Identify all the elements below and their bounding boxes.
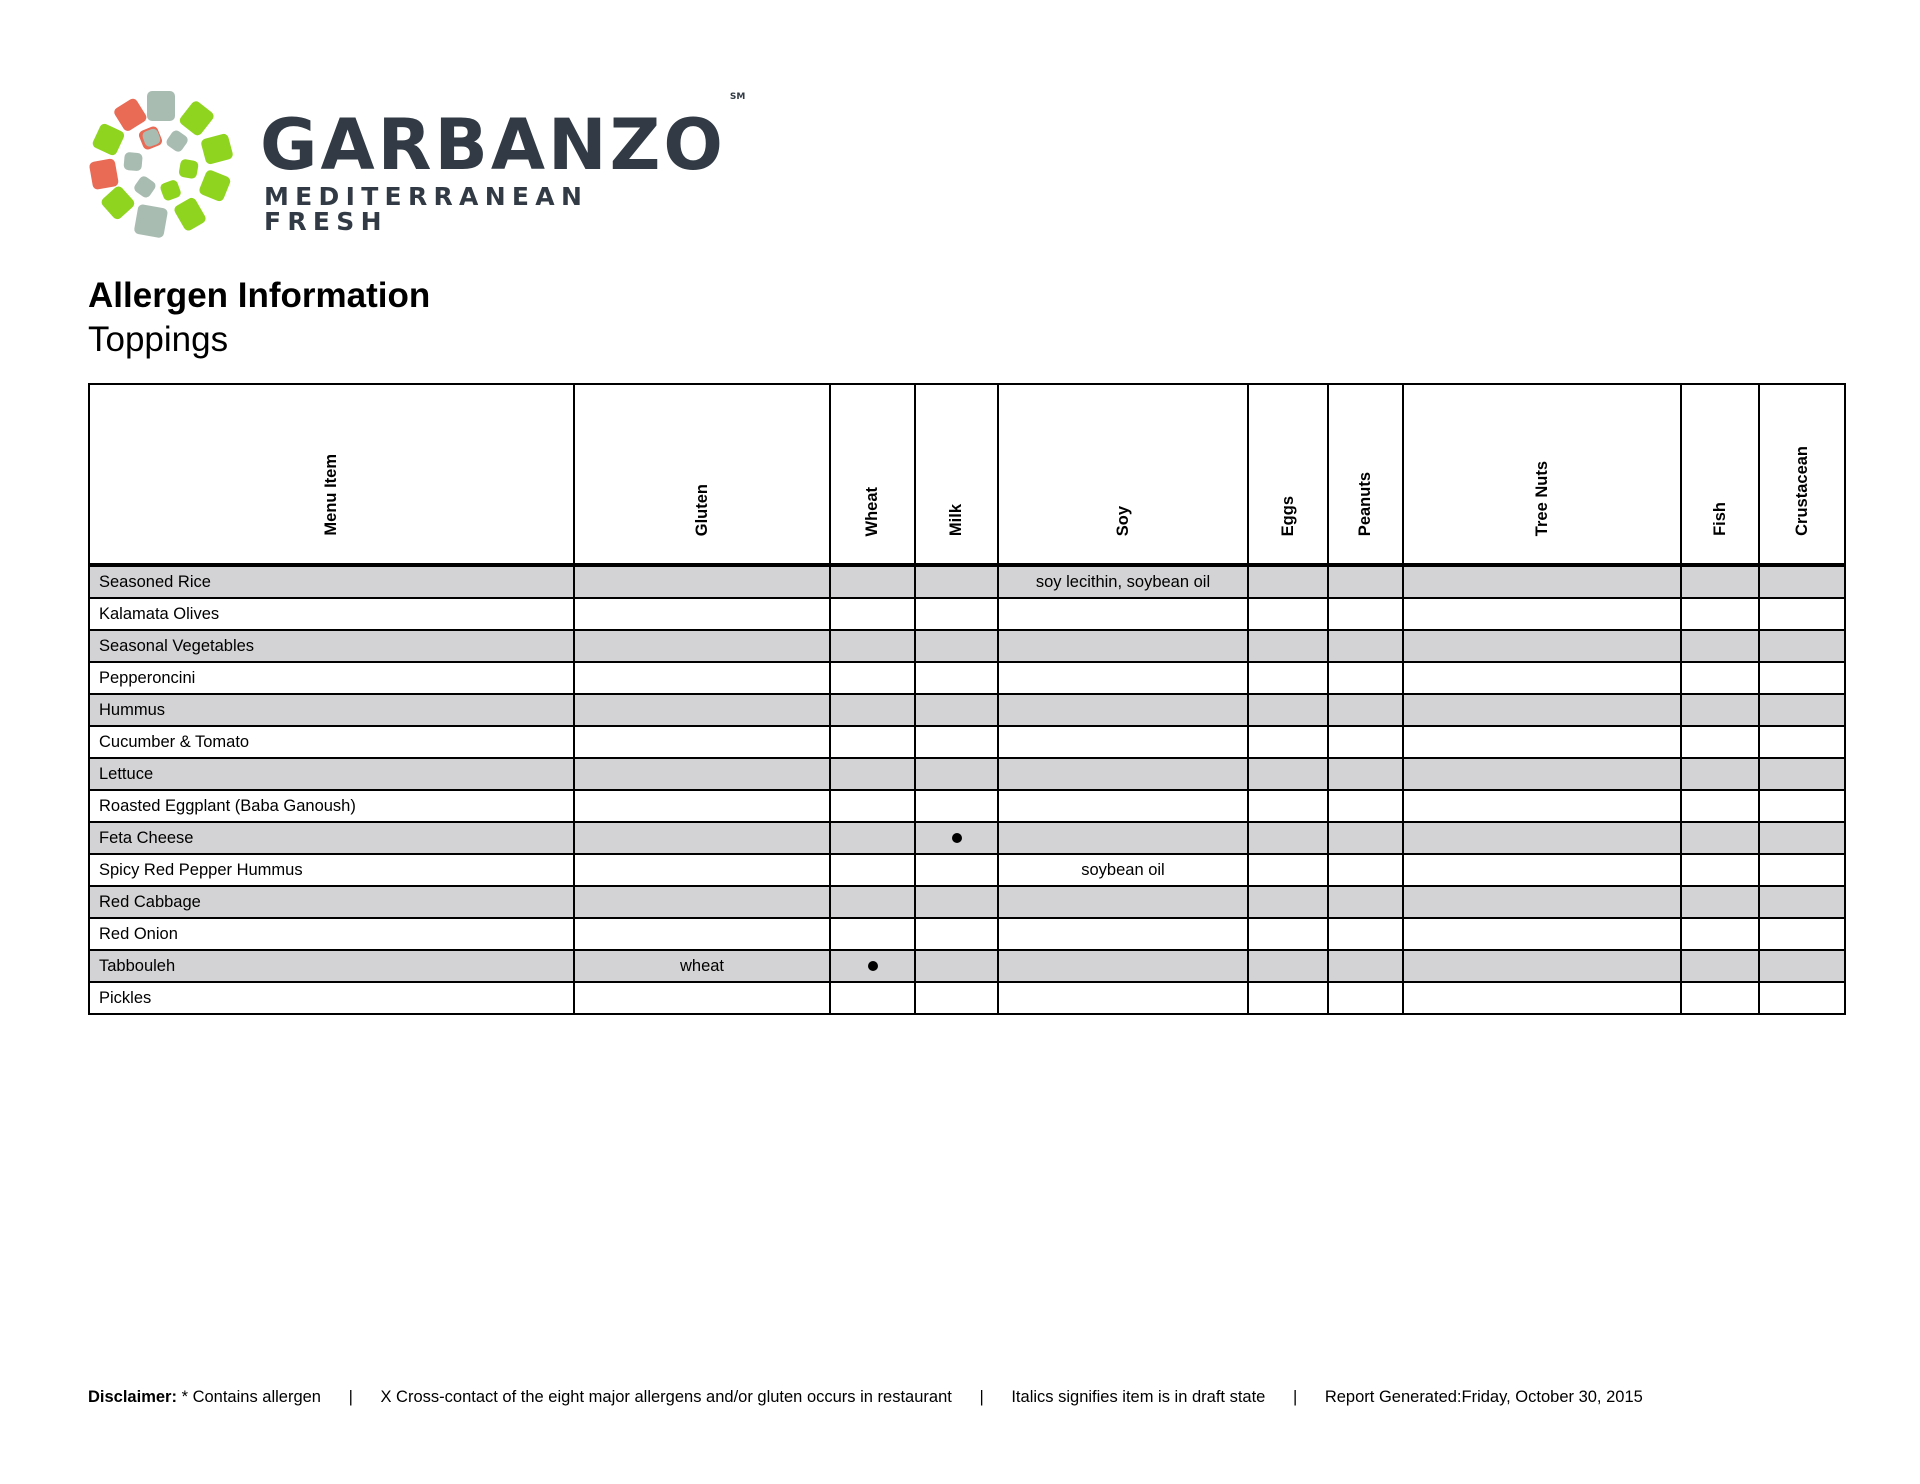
allergen-cell bbox=[1328, 726, 1403, 758]
column-header bbox=[830, 384, 915, 565]
page-subtitle: Toppings bbox=[88, 320, 229, 359]
allergen-cell bbox=[1328, 662, 1403, 694]
table-row bbox=[89, 565, 1845, 598]
allergen-cell bbox=[915, 758, 998, 790]
allergen-cell bbox=[1328, 758, 1403, 790]
allergen-cell bbox=[1248, 790, 1328, 822]
allergen-cell bbox=[1328, 918, 1403, 950]
allergen-cell: soy lecithin, soybean oil bbox=[998, 565, 1248, 598]
allergen-cell bbox=[1759, 950, 1845, 982]
menu-item-cell: Red Cabbage bbox=[89, 886, 574, 918]
menu-item-cell: Spicy Red Pepper Hummus bbox=[89, 854, 574, 886]
logo-petal bbox=[198, 169, 232, 203]
allergen-cell bbox=[1403, 918, 1681, 950]
allergen-cell bbox=[830, 662, 915, 694]
garbanzo-logo bbox=[86, 86, 746, 242]
allergen-cell: soybean oil bbox=[998, 854, 1248, 886]
allergen-cell bbox=[998, 982, 1248, 1014]
report-generated: Report Generated:Friday, October 30, 2015 bbox=[1324, 1388, 1643, 1406]
allergen-cell bbox=[574, 662, 830, 694]
contains-dot-icon bbox=[952, 833, 962, 843]
allergen-cell bbox=[1759, 982, 1845, 1014]
disclaimer-footer bbox=[88, 1388, 1643, 1407]
table-row bbox=[89, 790, 1845, 822]
allergen-cell bbox=[1681, 886, 1759, 918]
column-header-label: Menu Item bbox=[322, 454, 340, 536]
column-header-label: Wheat bbox=[863, 486, 881, 536]
allergen-cell bbox=[1328, 982, 1403, 1014]
allergen-cell bbox=[1759, 854, 1845, 886]
allergen-cell bbox=[1403, 790, 1681, 822]
table-header-row bbox=[89, 384, 1845, 565]
menu-item-cell: Hummus bbox=[89, 694, 574, 726]
menu-item-cell: Cucumber & Tomato bbox=[89, 726, 574, 758]
allergen-cell bbox=[915, 598, 998, 630]
allergen-cell bbox=[830, 918, 915, 950]
contains-allergen-note: * Contains allergen bbox=[181, 1388, 321, 1406]
allergen-cell bbox=[915, 694, 998, 726]
allergen-cell bbox=[1681, 790, 1759, 822]
logo-petal bbox=[178, 158, 199, 179]
menu-item-cell: Kalamata Olives bbox=[89, 598, 574, 630]
cross-contact-note: X Cross-contact of the eight major allergens and/or gluten occurs in restaurant bbox=[380, 1388, 952, 1406]
allergen-cell bbox=[1403, 822, 1681, 854]
page-title: Allergen Information bbox=[88, 276, 431, 315]
logo-petal bbox=[89, 158, 119, 190]
allergen-cell bbox=[915, 630, 998, 662]
allergen-cell bbox=[574, 598, 830, 630]
allergen-cell bbox=[1248, 918, 1328, 950]
separator: | bbox=[348, 1388, 353, 1406]
column-header bbox=[1328, 384, 1403, 565]
allergen-cell bbox=[1759, 630, 1845, 662]
table-row bbox=[89, 694, 1845, 726]
contains-dot-icon bbox=[868, 961, 878, 971]
flower-logo-icon bbox=[86, 86, 236, 242]
column-header bbox=[1759, 384, 1845, 565]
allergen-cell bbox=[1328, 694, 1403, 726]
allergen-cell bbox=[830, 982, 915, 1014]
allergen-cell bbox=[574, 565, 830, 598]
allergen-cell bbox=[1248, 662, 1328, 694]
allergen-cell bbox=[1759, 918, 1845, 950]
brand-tagline: MEDITERRANEAN FRESH bbox=[264, 182, 589, 236]
allergen-cell bbox=[1248, 822, 1328, 854]
logo-petal bbox=[112, 97, 148, 133]
allergen-cell bbox=[1403, 565, 1681, 598]
allergen-cell bbox=[1759, 726, 1845, 758]
allergen-cell bbox=[1403, 726, 1681, 758]
logo-petal bbox=[200, 133, 234, 165]
menu-item-cell: Roasted Eggplant (Baba Ganoush) bbox=[89, 790, 574, 822]
allergen-cell bbox=[1248, 950, 1328, 982]
column-header-label: Gluten bbox=[692, 483, 711, 536]
table-row bbox=[89, 726, 1845, 758]
allergen-cell bbox=[915, 982, 998, 1014]
allergen-cell bbox=[574, 854, 830, 886]
allergen-cell bbox=[1681, 662, 1759, 694]
allergen-cell bbox=[1328, 630, 1403, 662]
allergen-cell bbox=[1328, 790, 1403, 822]
allergen-cell bbox=[998, 662, 1248, 694]
allergen-cell bbox=[830, 726, 915, 758]
logo-petal bbox=[134, 204, 169, 239]
column-header bbox=[574, 384, 830, 565]
table-row bbox=[89, 630, 1845, 662]
allergen-cell bbox=[1248, 854, 1328, 886]
table-row bbox=[89, 822, 1845, 854]
allergen-cell bbox=[998, 758, 1248, 790]
allergen-cell bbox=[1759, 694, 1845, 726]
logo-petal bbox=[100, 184, 137, 221]
allergen-cell bbox=[1328, 822, 1403, 854]
allergen-cell bbox=[1403, 662, 1681, 694]
allergen-cell bbox=[830, 565, 915, 598]
logo-petal bbox=[91, 122, 126, 157]
allergen-cell bbox=[1403, 630, 1681, 662]
allergen-cell bbox=[1328, 886, 1403, 918]
logo-petal bbox=[123, 152, 143, 172]
table-row bbox=[89, 982, 1845, 1014]
menu-item-cell: Tabbouleh bbox=[89, 950, 574, 982]
table-row bbox=[89, 886, 1845, 918]
allergen-cell bbox=[574, 630, 830, 662]
allergen-cell bbox=[830, 822, 915, 854]
column-header-label: Eggs bbox=[1278, 495, 1297, 536]
allergen-cell bbox=[830, 790, 915, 822]
allergen-cell bbox=[574, 758, 830, 790]
table-row bbox=[89, 662, 1845, 694]
allergen-cell bbox=[1681, 982, 1759, 1014]
column-header bbox=[1681, 384, 1759, 565]
disclaimer-label: Disclaimer: bbox=[88, 1388, 177, 1406]
table-row bbox=[89, 598, 1845, 630]
allergen-cell bbox=[1681, 565, 1759, 598]
allergen-cell bbox=[915, 854, 998, 886]
menu-item-cell: Red Onion bbox=[89, 918, 574, 950]
allergen-cell bbox=[830, 758, 915, 790]
allergen-cell bbox=[915, 822, 998, 854]
column-header bbox=[1403, 384, 1681, 565]
allergen-cell bbox=[1681, 630, 1759, 662]
allergen-cell bbox=[1403, 950, 1681, 982]
allergen-cell bbox=[998, 822, 1248, 854]
allergen-cell bbox=[830, 854, 915, 886]
allergen-cell bbox=[830, 694, 915, 726]
allergen-cell bbox=[1328, 565, 1403, 598]
allergen-cell bbox=[1681, 822, 1759, 854]
allergen-cell bbox=[998, 630, 1248, 662]
column-header bbox=[915, 384, 998, 565]
allergen-cell bbox=[915, 662, 998, 694]
allergen-table bbox=[88, 383, 1846, 1015]
table-row bbox=[89, 758, 1845, 790]
allergen-cell bbox=[1403, 694, 1681, 726]
table-row bbox=[89, 918, 1845, 950]
column-header-label: Peanuts bbox=[1356, 471, 1374, 536]
allergen-cell bbox=[1759, 565, 1845, 598]
menu-item-cell: Lettuce bbox=[89, 758, 574, 790]
allergen-cell bbox=[1328, 950, 1403, 982]
column-header bbox=[89, 384, 574, 565]
allergen-cell bbox=[1759, 758, 1845, 790]
allergen-cell bbox=[1681, 758, 1759, 790]
allergen-cell bbox=[1248, 726, 1328, 758]
allergen-cell bbox=[1681, 694, 1759, 726]
menu-item-cell: Pickles bbox=[89, 982, 574, 1014]
allergen-cell bbox=[1403, 598, 1681, 630]
logo-petal bbox=[173, 196, 208, 232]
allergen-cell bbox=[915, 950, 998, 982]
allergen-cell bbox=[1681, 854, 1759, 886]
allergen-cell bbox=[1328, 598, 1403, 630]
allergen-cell bbox=[915, 726, 998, 758]
column-header bbox=[998, 384, 1248, 565]
allergen-cell bbox=[915, 790, 998, 822]
column-header-label: Fish bbox=[1710, 502, 1729, 536]
allergen-cell bbox=[574, 822, 830, 854]
allergen-cell bbox=[574, 790, 830, 822]
allergen-cell bbox=[998, 950, 1248, 982]
allergen-cell bbox=[574, 918, 830, 950]
allergen-cell bbox=[1248, 630, 1328, 662]
allergen-cell bbox=[1328, 854, 1403, 886]
column-header-label: Tree Nuts bbox=[1532, 460, 1551, 536]
brand-wordmark: GARBANZO℠ bbox=[260, 91, 746, 186]
allergen-cell bbox=[1759, 822, 1845, 854]
column-header-label: Soy bbox=[1113, 505, 1132, 536]
column-header bbox=[1248, 384, 1328, 565]
allergen-cell bbox=[830, 630, 915, 662]
column-header-label: Milk bbox=[947, 503, 965, 536]
allergen-cell bbox=[574, 982, 830, 1014]
allergen-cell bbox=[1403, 854, 1681, 886]
allergen-cell bbox=[1248, 598, 1328, 630]
allergen-cell bbox=[1403, 758, 1681, 790]
allergen-cell bbox=[998, 790, 1248, 822]
logo-petal bbox=[147, 91, 175, 121]
menu-item-cell: Seasoned Rice bbox=[89, 565, 574, 598]
allergen-cell bbox=[998, 694, 1248, 726]
menu-item-cell: Pepperoncini bbox=[89, 662, 574, 694]
allergen-cell bbox=[1759, 598, 1845, 630]
italics-note: Italics signifies item is in draft state bbox=[1011, 1388, 1266, 1406]
allergen-cell bbox=[574, 694, 830, 726]
table-body bbox=[89, 565, 1845, 1014]
allergen-cell bbox=[574, 726, 830, 758]
column-header-label: Crustacean bbox=[1792, 446, 1811, 536]
menu-item-cell: Seasonal Vegetables bbox=[89, 630, 574, 662]
allergen-cell bbox=[1248, 982, 1328, 1014]
allergen-cell bbox=[1403, 982, 1681, 1014]
table-row bbox=[89, 950, 1845, 982]
separator: | bbox=[1292, 1388, 1298, 1406]
allergen-cell bbox=[1681, 950, 1759, 982]
allergen-cell bbox=[1248, 565, 1328, 598]
separator: | bbox=[979, 1388, 984, 1406]
logo-petal bbox=[159, 179, 182, 202]
allergen-cell bbox=[830, 886, 915, 918]
table-row bbox=[89, 854, 1845, 886]
allergen-cell bbox=[998, 726, 1248, 758]
allergen-cell bbox=[1681, 598, 1759, 630]
allergen-cell: wheat bbox=[574, 950, 830, 982]
allergen-cell bbox=[1248, 886, 1328, 918]
allergen-cell bbox=[1403, 886, 1681, 918]
allergen-cell bbox=[830, 598, 915, 630]
allergen-cell bbox=[998, 886, 1248, 918]
allergen-cell bbox=[1759, 790, 1845, 822]
allergen-cell bbox=[915, 565, 998, 598]
allergen-cell bbox=[915, 886, 998, 918]
menu-item-cell: Feta Cheese bbox=[89, 822, 574, 854]
allergen-cell bbox=[1759, 886, 1845, 918]
allergen-cell bbox=[915, 918, 998, 950]
allergen-cell bbox=[830, 950, 915, 982]
logo-petal bbox=[165, 129, 190, 154]
logo-petal bbox=[132, 174, 157, 199]
allergen-cell bbox=[574, 886, 830, 918]
allergen-cell bbox=[1248, 758, 1328, 790]
allergen-cell bbox=[998, 598, 1248, 630]
allergen-cell bbox=[1681, 726, 1759, 758]
allergen-cell bbox=[1681, 918, 1759, 950]
allergen-cell bbox=[998, 918, 1248, 950]
allergen-cell bbox=[1248, 694, 1328, 726]
allergen-cell bbox=[1759, 662, 1845, 694]
logo-petal bbox=[178, 99, 216, 137]
